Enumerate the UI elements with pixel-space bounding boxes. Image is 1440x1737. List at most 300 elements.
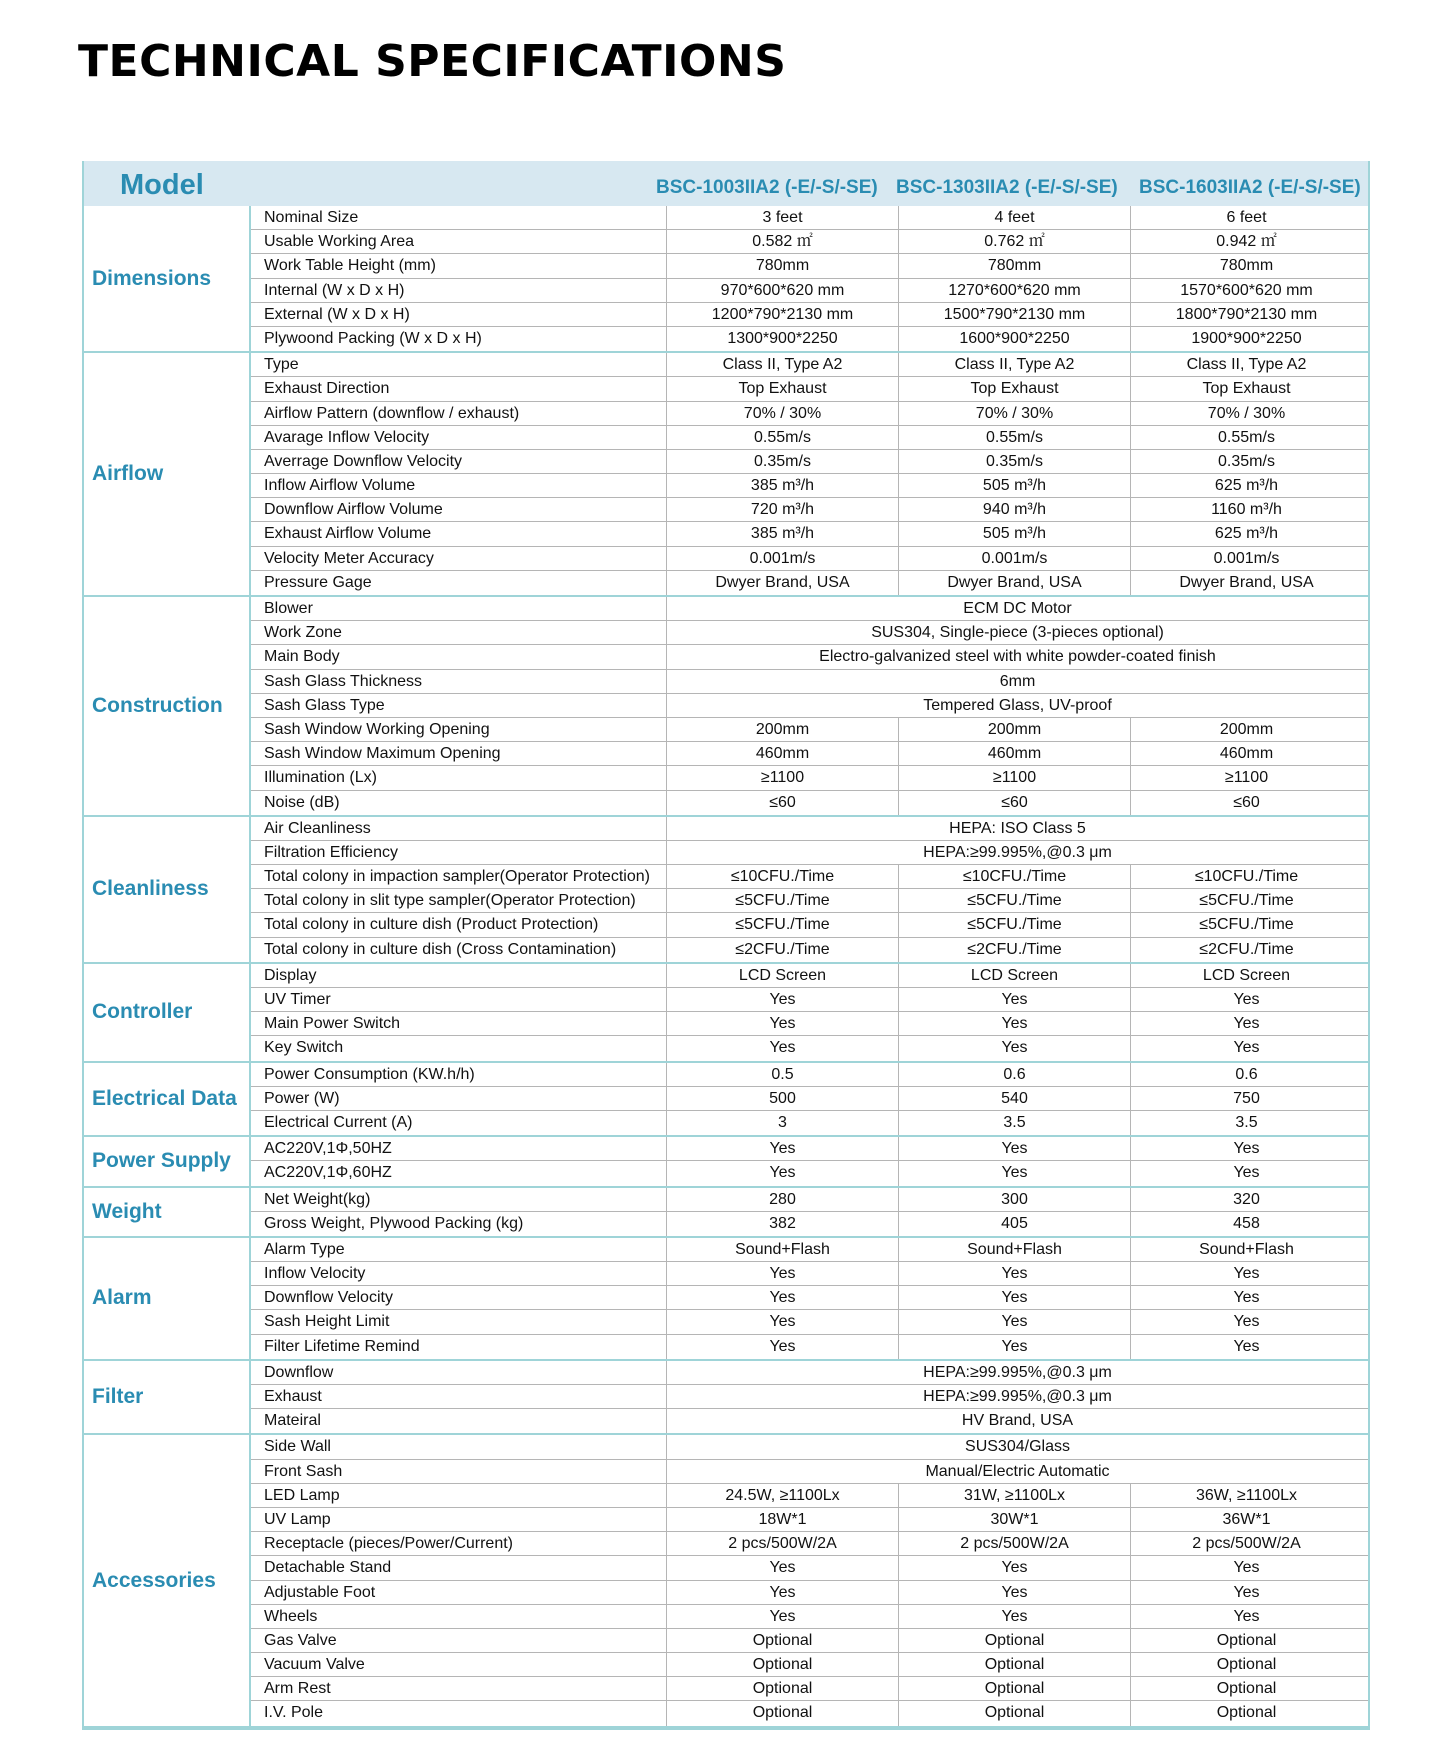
value-model-1: ≥1100 <box>667 766 899 789</box>
value-model-1: ≤5CFU./Time <box>667 913 899 936</box>
group-rows <box>249 1188 1368 1236</box>
param-label: Arm Rest <box>251 1677 667 1700</box>
spec-row <box>251 1653 1368 1677</box>
param-label: Total colony in culture dish (Cross Contamination) <box>251 938 667 962</box>
value-model-3: 320 <box>1233 1190 1260 1208</box>
value-model-1: Yes <box>667 988 899 1011</box>
param-label: Air Cleanliness <box>251 817 667 840</box>
shared-value: HEPA:≥99.995%,@0.3 μm <box>923 1388 1112 1405</box>
group-rows <box>249 1435 1368 1725</box>
value-model-2: Yes <box>899 1036 1131 1060</box>
value-model-2: 30W*1 <box>899 1508 1131 1531</box>
spec-row <box>251 303 1368 327</box>
value-model-1: 0.001m/s <box>667 547 899 570</box>
param-label: Alarm Type <box>251 1238 667 1261</box>
group-rows <box>249 1063 1368 1136</box>
value-model-2: 540 <box>899 1087 1131 1110</box>
group-rows <box>249 353 1368 595</box>
param-label: Illumination (Lx) <box>251 766 667 789</box>
value-model-2: 4 feet <box>899 206 1131 229</box>
param-label: Receptacle (pieces/Power/Current) <box>251 1532 667 1555</box>
group-rows <box>249 597 1368 815</box>
value-model-2: 3.5 <box>899 1111 1131 1135</box>
value-model-3: Dwyer Brand, USA <box>1179 573 1314 591</box>
spec-row <box>251 1137 1368 1161</box>
spec-row <box>251 670 1368 694</box>
spec-row <box>251 206 1368 230</box>
group-rows <box>249 964 1368 1061</box>
value-model-2: Yes <box>899 1137 1131 1160</box>
value-model-3: Yes <box>1233 1313 1260 1331</box>
value-model-3: 0.6 <box>1235 1065 1258 1083</box>
value-model-2: Dwyer Brand, USA <box>899 571 1131 595</box>
param-label: Exhaust Direction <box>251 377 667 400</box>
value-model-1: Yes <box>667 1605 899 1628</box>
param-label: AC220V,1Φ,60HZ <box>251 1161 667 1185</box>
value-model-1: Yes <box>667 1262 899 1285</box>
group-rows <box>249 1361 1368 1434</box>
spec-row <box>251 1605 1368 1629</box>
shared-value: Tempered Glass, UV-proof <box>923 696 1112 714</box>
param-label: Display <box>251 964 667 987</box>
value-model-3: 625 m³/h <box>1214 525 1279 543</box>
value-model-3: 1900*900*2250 <box>1191 329 1302 347</box>
value-model-1: 1200*790*2130 mm <box>667 303 899 326</box>
spec-row <box>251 1310 1368 1334</box>
model-name-1: BSC-1003IIA2 (-E/-S/-SE) <box>656 177 878 198</box>
param-label: Downflow <box>251 1361 667 1384</box>
spec-row <box>251 571 1368 595</box>
spec-group <box>84 597 1368 817</box>
param-label: Downflow Airflow Volume <box>251 498 667 521</box>
spec-row <box>251 1286 1368 1310</box>
param-label: External (W x D x H) <box>251 303 667 326</box>
value-model-1: Yes <box>667 1581 899 1604</box>
param-label: Electrical Current (A) <box>251 1111 667 1135</box>
value-model-1: 500 <box>667 1087 899 1110</box>
spec-row <box>251 766 1368 790</box>
group-name: Cleanliness <box>92 877 209 901</box>
param-label: UV Timer <box>251 988 667 1011</box>
value-model-3: 70% / 30% <box>1207 404 1286 422</box>
spec-row <box>251 1361 1368 1385</box>
value-model-3: 0.55m/s <box>1218 428 1275 446</box>
spec-row <box>251 1629 1368 1653</box>
spec-group <box>84 1435 1368 1727</box>
param-label: Gas Valve <box>251 1629 667 1652</box>
spec-row <box>251 402 1368 426</box>
spec-group <box>84 1361 1368 1436</box>
value-model-3: Yes <box>1233 1559 1260 1577</box>
spec-row <box>251 645 1368 669</box>
value-model-2: Yes <box>899 1012 1131 1035</box>
param-label: Detachable Stand <box>251 1556 667 1579</box>
value-model-1: ≤5CFU./Time <box>667 889 899 912</box>
shared-value: Manual/Electric Automatic <box>925 1462 1110 1480</box>
param-label: Nominal Size <box>251 206 667 229</box>
param-label: Main Body <box>251 645 667 668</box>
value-model-3: 1160 m³/h <box>1211 501 1282 519</box>
param-label: Net Weight(kg) <box>251 1188 667 1211</box>
group-name: Construction <box>92 693 223 717</box>
value-model-2: 200mm <box>899 718 1131 741</box>
value-model-3: Yes <box>1233 1039 1260 1057</box>
spec-group <box>84 1137 1368 1187</box>
value-model-3: Top Exhaust <box>1202 380 1291 398</box>
value-model-2: 2 pcs/500W/2A <box>899 1532 1131 1555</box>
param-label: Sash Height Limit <box>251 1310 667 1333</box>
value-model-3: ≤2CFU./Time <box>1199 940 1294 958</box>
spec-row <box>251 230 1368 254</box>
param-label: Power (W) <box>251 1087 667 1110</box>
model-header-row <box>84 161 1368 206</box>
param-label: Avarage Inflow Velocity <box>251 426 667 449</box>
spec-row <box>251 938 1368 962</box>
value-model-2: Yes <box>899 1581 1131 1604</box>
spec-row <box>251 327 1368 351</box>
value-model-1: Yes <box>667 1012 899 1035</box>
value-model-3: 458 <box>1233 1214 1260 1232</box>
group-name: Accessories <box>92 1568 216 1592</box>
value-model-3: Yes <box>1233 1265 1260 1283</box>
value-model-2: Yes <box>899 1161 1131 1185</box>
value-model-2: 0.55m/s <box>899 426 1131 449</box>
value-model-3: Optional <box>1216 1631 1277 1649</box>
value-model-2: Optional <box>899 1653 1131 1676</box>
spec-row <box>251 450 1368 474</box>
param-label: Total colony in impaction sampler(Operator Protection) <box>251 865 667 888</box>
value-model-2: 1600*900*2250 <box>899 327 1131 351</box>
value-model-3: LCD Screen <box>1202 966 1291 984</box>
param-label: Mateiral <box>251 1409 667 1433</box>
spec-group <box>84 353 1368 597</box>
value-model-2: 780mm <box>899 254 1131 277</box>
spec-row <box>251 1262 1368 1286</box>
value-model-2: ≤10CFU./Time <box>899 865 1131 888</box>
param-label: Key Switch <box>251 1036 667 1060</box>
value-model-3: Yes <box>1233 1607 1260 1625</box>
param-label: Side Wall <box>251 1435 667 1458</box>
spec-row <box>251 1161 1368 1185</box>
param-label: Pressure Gage <box>251 571 667 595</box>
param-label: Sash Window Working Opening <box>251 718 667 741</box>
spec-group <box>84 206 1368 353</box>
spec-row <box>251 742 1368 766</box>
spec-row <box>251 1238 1368 1262</box>
spec-row <box>251 1087 1368 1111</box>
param-label: Gross Weight, Plywood Packing (kg) <box>251 1212 667 1236</box>
spec-row <box>251 1556 1368 1580</box>
value-model-2: ≥1100 <box>899 766 1131 789</box>
value-model-2: 940 m³/h <box>899 498 1131 521</box>
value-model-3: Class II, Type A2 <box>1186 356 1307 374</box>
spec-row <box>251 1701 1368 1725</box>
value-model-3: ≤60 <box>1233 793 1260 811</box>
group-name: Controller <box>92 1000 193 1024</box>
value-model-2: 505 m³/h <box>899 474 1131 497</box>
value-model-2: 460mm <box>899 742 1131 765</box>
spec-row <box>251 889 1368 913</box>
value-model-3: 2 pcs/500W/2A <box>1192 1535 1301 1553</box>
spec-group <box>84 964 1368 1063</box>
value-model-1: 720 m³/h <box>667 498 899 521</box>
value-model-1: Top Exhaust <box>667 377 899 400</box>
spec-row <box>251 718 1368 742</box>
value-model-2: Optional <box>899 1677 1131 1700</box>
param-label: Sash Glass Thickness <box>251 670 667 693</box>
value-model-3: 36W, ≥1100Lx <box>1196 1486 1297 1504</box>
value-model-3: ≤5CFU./Time <box>1199 892 1294 910</box>
group-name: Electrical Data <box>92 1086 237 1110</box>
value-model-3: 625 m³/h <box>1214 477 1279 495</box>
shared-value: Electro-galvanized steel with white powder-coated finish <box>819 648 1216 666</box>
param-label: Adjustable Foot <box>251 1581 667 1604</box>
spec-table <box>82 161 1370 1730</box>
value-model-3: Yes <box>1233 1583 1260 1601</box>
spec-row <box>251 988 1368 1012</box>
spec-row <box>251 254 1368 278</box>
shared-value: ECM DC Motor <box>963 600 1072 617</box>
spec-row <box>251 474 1368 498</box>
shared-value: HEPA:≥99.995%,@0.3 μm <box>923 843 1112 861</box>
group-name: Airflow <box>92 462 164 486</box>
spec-row <box>251 964 1368 988</box>
value-model-3: 3.5 <box>1235 1113 1258 1131</box>
spec-row <box>251 426 1368 450</box>
value-model-1: LCD Screen <box>667 964 899 987</box>
param-label: Total colony in culture dish (Product Protection) <box>251 913 667 936</box>
spec-row <box>251 1111 1368 1135</box>
spec-row <box>251 621 1368 645</box>
value-model-1: 3 feet <box>667 206 899 229</box>
value-model-3: ≤10CFU./Time <box>1194 868 1299 886</box>
value-model-2: Optional <box>899 1701 1131 1725</box>
value-model-2: LCD Screen <box>899 964 1131 987</box>
param-label: Inflow Airflow Volume <box>251 474 667 497</box>
spec-groups <box>84 206 1368 1728</box>
value-model-1: 382 <box>667 1212 899 1236</box>
param-label: Wheels <box>251 1605 667 1628</box>
value-model-3: 1570*600*620 mm <box>1180 281 1313 299</box>
value-model-1: Optional <box>667 1701 899 1725</box>
value-model-1: 385 m³/h <box>667 474 899 497</box>
value-model-1: Class II, Type A2 <box>667 353 899 376</box>
spec-row <box>251 694 1368 718</box>
value-model-1: Optional <box>667 1677 899 1700</box>
value-model-1: Yes <box>667 1556 899 1579</box>
value-model-1: 1300*900*2250 <box>667 327 899 351</box>
value-model-1: 24.5W, ≥1100Lx <box>667 1484 899 1507</box>
value-model-2: Yes <box>899 988 1131 1011</box>
value-model-1: Yes <box>667 1335 899 1359</box>
group-name: Dimensions <box>92 266 212 290</box>
spec-row <box>251 1581 1368 1605</box>
param-label: Vacuum Valve <box>251 1653 667 1676</box>
value-model-2: ≤5CFU./Time <box>899 913 1131 936</box>
param-label: Work Zone <box>251 621 667 644</box>
param-label: UV Lamp <box>251 1508 667 1531</box>
value-model-1: ≤60 <box>667 791 899 815</box>
group-name: Power Supply <box>92 1149 231 1173</box>
param-label: Noise (dB) <box>251 791 667 815</box>
value-model-1: 2 pcs/500W/2A <box>667 1532 899 1555</box>
value-model-3: ≥1100 <box>1224 769 1269 787</box>
value-model-2: Yes <box>899 1605 1131 1628</box>
group-rows <box>249 206 1368 351</box>
param-label: Power Consumption (KW.h/h) <box>251 1063 667 1086</box>
value-model-1: 280 <box>667 1188 899 1211</box>
value-model-1: 0.55m/s <box>667 426 899 449</box>
value-model-2: Class II, Type A2 <box>899 353 1131 376</box>
value-model-2: 31W, ≥1100Lx <box>899 1484 1131 1507</box>
group-rows <box>249 1137 1368 1185</box>
value-model-2: Sound+Flash <box>899 1238 1131 1261</box>
shared-value: HV Brand, USA <box>961 1412 1074 1430</box>
value-model-1: 200mm <box>667 718 899 741</box>
value-model-2: Yes <box>899 1310 1131 1333</box>
value-model-1: 70% / 30% <box>667 402 899 425</box>
group-name: Alarm <box>92 1286 152 1310</box>
param-label: Airflow Pattern (downflow / exhaust) <box>251 402 667 425</box>
spec-group <box>84 1238 1368 1361</box>
value-model-3: 36W*1 <box>1222 1510 1271 1528</box>
spec-row <box>251 1435 1368 1459</box>
param-label: Internal (W x D x H) <box>251 279 667 302</box>
spec-row <box>251 841 1368 865</box>
value-model-2: Yes <box>899 1335 1131 1359</box>
value-model-1: Yes <box>667 1137 899 1160</box>
value-model-1: Optional <box>667 1629 899 1652</box>
spec-row <box>251 522 1368 546</box>
value-model-1: 0.35m/s <box>667 450 899 473</box>
value-model-3: 460mm <box>1219 745 1274 763</box>
value-model-1: Yes <box>667 1286 899 1309</box>
spec-row <box>251 1335 1368 1359</box>
param-label: AC220V,1Φ,50HZ <box>251 1137 667 1160</box>
value-model-2: 0.35m/s <box>899 450 1131 473</box>
spec-row <box>251 279 1368 303</box>
value-model-3: Optional <box>1216 1704 1277 1722</box>
value-model-1: Yes <box>667 1036 899 1060</box>
param-label: Velocity Meter Accuracy <box>251 547 667 570</box>
value-model-1: Dwyer Brand, USA <box>667 571 899 595</box>
value-model-3: Yes <box>1233 1140 1260 1158</box>
value-model-2: Optional <box>899 1629 1131 1652</box>
value-model-1: Optional <box>667 1653 899 1676</box>
spec-row <box>251 377 1368 401</box>
param-label: Filter Lifetime Remind <box>251 1335 667 1359</box>
value-model-2: ≤60 <box>899 791 1131 815</box>
value-model-2: 505 m³/h <box>899 522 1131 545</box>
value-model-3: 6 feet <box>1226 209 1267 226</box>
shared-value: SUS304/Glass <box>965 1438 1070 1456</box>
spec-group <box>84 1063 1368 1138</box>
param-label: LED Lamp <box>251 1484 667 1507</box>
page-title: TECHNICAL SPECIFICATIONS <box>78 36 787 87</box>
value-model-3: Yes <box>1233 1289 1260 1307</box>
group-rows <box>249 1238 1368 1359</box>
value-model-3: 750 <box>1233 1089 1260 1107</box>
value-model-2: Yes <box>899 1556 1131 1579</box>
value-model-2: 405 <box>899 1212 1131 1236</box>
param-label: Inflow Velocity <box>251 1262 667 1285</box>
param-label: I.V. Pole <box>251 1701 667 1725</box>
spec-row <box>251 1063 1368 1087</box>
spec-group <box>84 817 1368 964</box>
param-label: Downflow Velocity <box>251 1286 667 1309</box>
value-model-3: Yes <box>1233 1015 1260 1033</box>
param-label: Main Power Switch <box>251 1012 667 1035</box>
param-label: Front Sash <box>251 1460 667 1483</box>
value-model-3: 0.001m/s <box>1213 549 1280 567</box>
value-model-1: Yes <box>667 1310 899 1333</box>
value-model-1: 18W*1 <box>667 1508 899 1531</box>
spec-row <box>251 1188 1368 1212</box>
spec-row <box>251 353 1368 377</box>
param-label: Blower <box>251 597 667 620</box>
param-label: Total colony in slit type sampler(Operator Protection) <box>251 889 667 912</box>
param-label: Averrage Downflow Velocity <box>251 450 667 473</box>
spec-row <box>251 817 1368 841</box>
value-model-3: Yes <box>1233 1164 1260 1182</box>
value-model-1: 3 <box>667 1111 899 1135</box>
spec-row <box>251 791 1368 815</box>
spec-row <box>251 1460 1368 1484</box>
shared-value: 6mm <box>999 672 1036 690</box>
spec-row <box>251 865 1368 889</box>
param-label: Sash Glass Type <box>251 694 667 717</box>
value-model-2: Yes <box>899 1286 1131 1309</box>
param-label: Filtration Efficiency <box>251 841 667 864</box>
group-name: Filter <box>92 1385 144 1409</box>
spec-row <box>251 597 1368 621</box>
param-label: Exhaust <box>251 1385 667 1408</box>
spec-row <box>251 1532 1368 1556</box>
param-label: Type <box>251 353 667 376</box>
value-model-2: 300 <box>899 1188 1131 1211</box>
value-model-1: ≤10CFU./Time <box>667 865 899 888</box>
value-model-1: 970*600*620 mm <box>667 279 899 302</box>
spec-row <box>251 1409 1368 1433</box>
model-label: Model <box>120 169 204 201</box>
param-label: Exhaust Airflow Volume <box>251 522 667 545</box>
spec-row <box>251 913 1368 937</box>
group-name: Weight <box>92 1199 162 1223</box>
spec-row <box>251 1212 1368 1236</box>
value-model-3: 780mm <box>1219 257 1274 275</box>
value-model-1: 460mm <box>667 742 899 765</box>
value-model-1: 0.582 ㎡ <box>667 230 899 253</box>
param-label: Work Table Height (mm) <box>251 254 667 277</box>
value-model-1: ≤2CFU./Time <box>667 938 899 962</box>
value-model-2: 1500*790*2130 mm <box>899 303 1131 326</box>
model-name-3: BSC-1603IIA2 (-E/-S/-SE) <box>1139 177 1361 198</box>
shared-value: SUS304, Single-piece (3-pieces optional) <box>871 624 1164 642</box>
value-model-3: Sound+Flash <box>1199 1240 1294 1258</box>
model-name-2: BSC-1303IIA2 (-E/-S/-SE) <box>896 177 1118 198</box>
value-model-3: Optional <box>1216 1680 1277 1698</box>
spec-row <box>251 1508 1368 1532</box>
shared-value: HEPA: ISO Class 5 <box>949 819 1086 837</box>
value-model-2: 0.001m/s <box>899 547 1131 570</box>
spec-row <box>251 1484 1368 1508</box>
value-model-2: 0.762 ㎡ <box>899 230 1131 253</box>
spec-row <box>251 547 1368 571</box>
value-model-3: Yes <box>1233 1337 1260 1355</box>
spec-row <box>251 1012 1368 1036</box>
value-model-3: 200mm <box>1219 720 1274 738</box>
value-model-2: 70% / 30% <box>899 402 1131 425</box>
